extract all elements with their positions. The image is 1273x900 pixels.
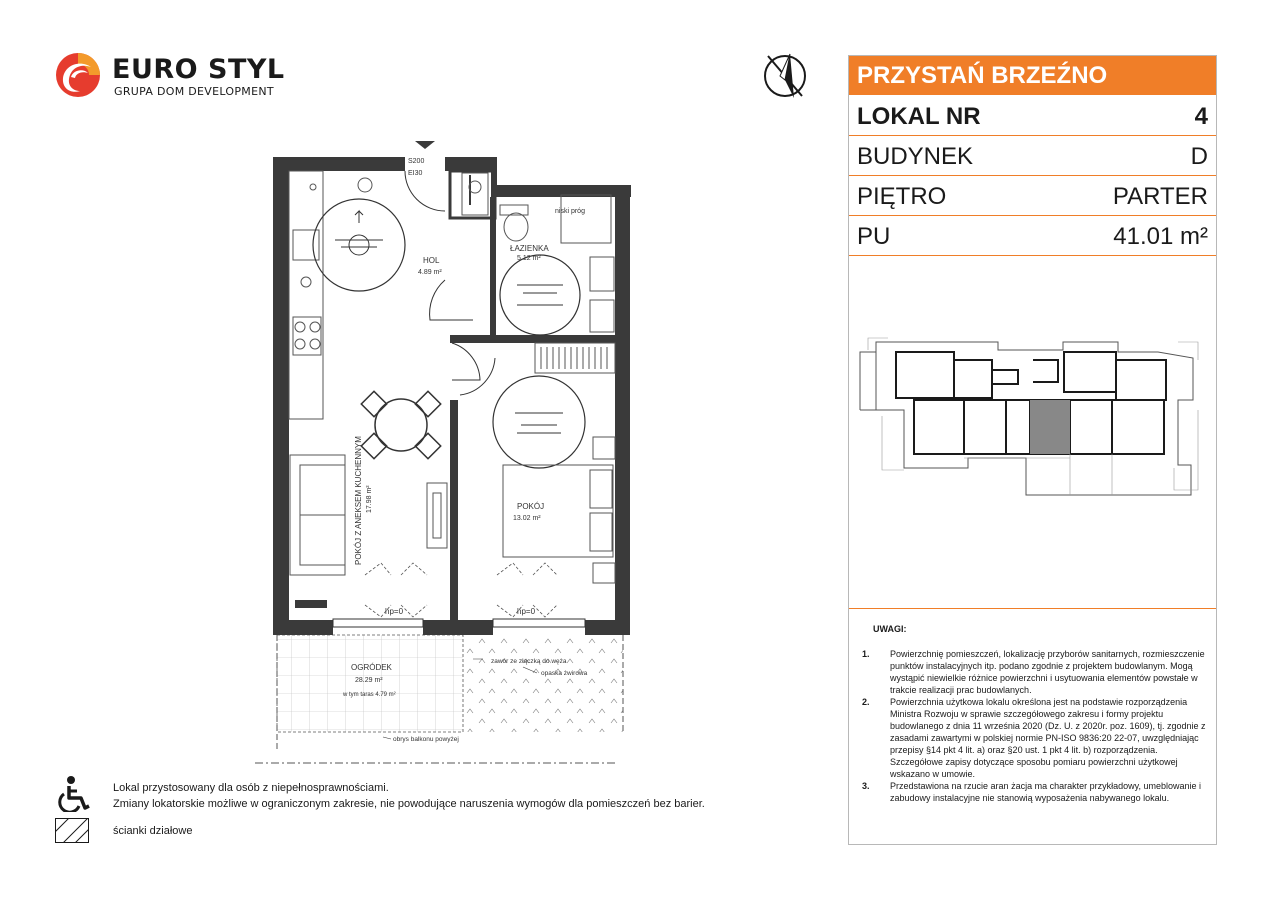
note-number: 2. <box>862 697 870 707</box>
info-label: PU <box>857 223 891 250</box>
accessibility-line-1: Lokal przystosowany dla osób z niepełnosprawnościami. <box>113 782 389 794</box>
low-threshold-label: niski próg <box>555 208 585 215</box>
hatched-partition-icon <box>55 818 89 843</box>
info-value: PARTER <box>1112 183 1208 210</box>
gravel-label: opaska żwirowa <box>541 670 588 677</box>
floor-plan <box>255 135 645 765</box>
valve-label: zawór ze złączką do węża <box>491 658 567 665</box>
info-row-lokal <box>849 96 1216 136</box>
info-value: 41.01 m² <box>1113 223 1208 250</box>
brand-tagline: GRUPA DOM DEVELOPMENT <box>114 85 274 98</box>
building-key-plan <box>858 330 1210 500</box>
door-label: S200 <box>408 158 425 165</box>
project-title: PRZYSTAŃ BRZEŹNO <box>849 56 1216 95</box>
note-item <box>862 780 1212 804</box>
partition-label: ścianki działowe <box>113 825 193 837</box>
info-value: 4 <box>1194 103 1208 130</box>
notes-divider <box>849 608 1216 609</box>
balcony-outline-label: obrys balkonu powyżej <box>393 736 459 743</box>
wheelchair-icon <box>57 776 91 812</box>
note-text: Powierzchnię pomieszczeń, lokalizację przyborów sanitarnych, rozmieszczenie punktów instalacyjnych itp. podano zgodnie z projektem budowlanym. Mogą wystąpić niewielkie różnice powierzchni i usytuowania elementów powstałe w trakcie realizacji prac budowlanych. <box>890 649 1205 695</box>
accessibility-note <box>113 780 705 812</box>
room-area-pokoj-aneks: 17.98 m² <box>366 485 373 513</box>
threshold-label: hp=0 <box>385 607 404 616</box>
info-label: LOKAL NR <box>857 103 981 130</box>
info-label: PIĘTRO <box>857 183 947 210</box>
note-number: 1. <box>862 649 870 659</box>
euro-styl-logo-icon <box>55 52 101 98</box>
threshold-label: hp=0 <box>517 607 536 616</box>
accessibility-line-2: Zmiany lokatorskie możliwe w ograniczonym zakresie, nie powodujące naruszenia wymogów dla pomieszczeń bez barier. <box>113 798 705 810</box>
room-name-pokoj: POKÓJ <box>517 502 545 511</box>
info-row-budynek <box>849 136 1216 176</box>
info-label: BUDYNEK <box>857 143 974 170</box>
garden-name: OGRÓDEK <box>351 663 392 672</box>
info-value: D <box>1190 143 1208 170</box>
terrace-area: w tym taras 4.79 m² <box>343 692 396 698</box>
door-label-2: EI30 <box>408 170 423 177</box>
room-name-lazienka: ŁAZIENKA <box>510 244 549 253</box>
room-name-pokoj-aneks: POKÓJ Z ANEKSEM KUCHENNYM <box>354 436 363 565</box>
garden-area: 28.29 m² <box>355 677 383 684</box>
room-area-hol: 4.89 m² <box>418 269 442 276</box>
note-item <box>862 696 1212 780</box>
notes-list <box>862 648 1212 804</box>
north-arrow-icon <box>760 50 810 102</box>
note-text: Przedstawiona na rzucie aran żacja ma charakter przykładowy, umeblowanie i zabudowy instalacyjne nie stanowią wyposażenia nabywanego lokalu. <box>890 781 1201 803</box>
brand-name: EURO STYL <box>112 54 285 85</box>
room-name-hol: HOL <box>423 256 440 265</box>
note-number: 3. <box>862 781 870 791</box>
notes-title: UWAGI: <box>873 624 907 634</box>
note-item <box>862 648 1212 696</box>
info-row-pietro <box>849 176 1216 216</box>
note-text: Powierzchnia użytkowa lokalu określona jest na podstawie rozporządzenia Ministra Rozwoju w sprawie szczegółowego zakresu i formy projektu budowlanego z dnia 11 września 2020 (Dz. U. z 2020r. poz. 1609), tj. zgodnie z zasadami zawartymi w polskiej normie PN-ISO 9836:20 22-07, uwzględniając przepisy §14 pkt 4 lit. a) oraz §20 ust. 1 pkt 4 lit. b) rozporządzenia. Szczegółowe zapisy dotyczące sposobu pomiaru powierzchni użytkowej wskazano w umowie. <box>890 697 1206 779</box>
room-area-lazienka: 5.12 m² <box>517 255 541 262</box>
info-row-pu <box>849 216 1216 256</box>
room-area-pokoj: 13.02 m² <box>513 515 541 522</box>
